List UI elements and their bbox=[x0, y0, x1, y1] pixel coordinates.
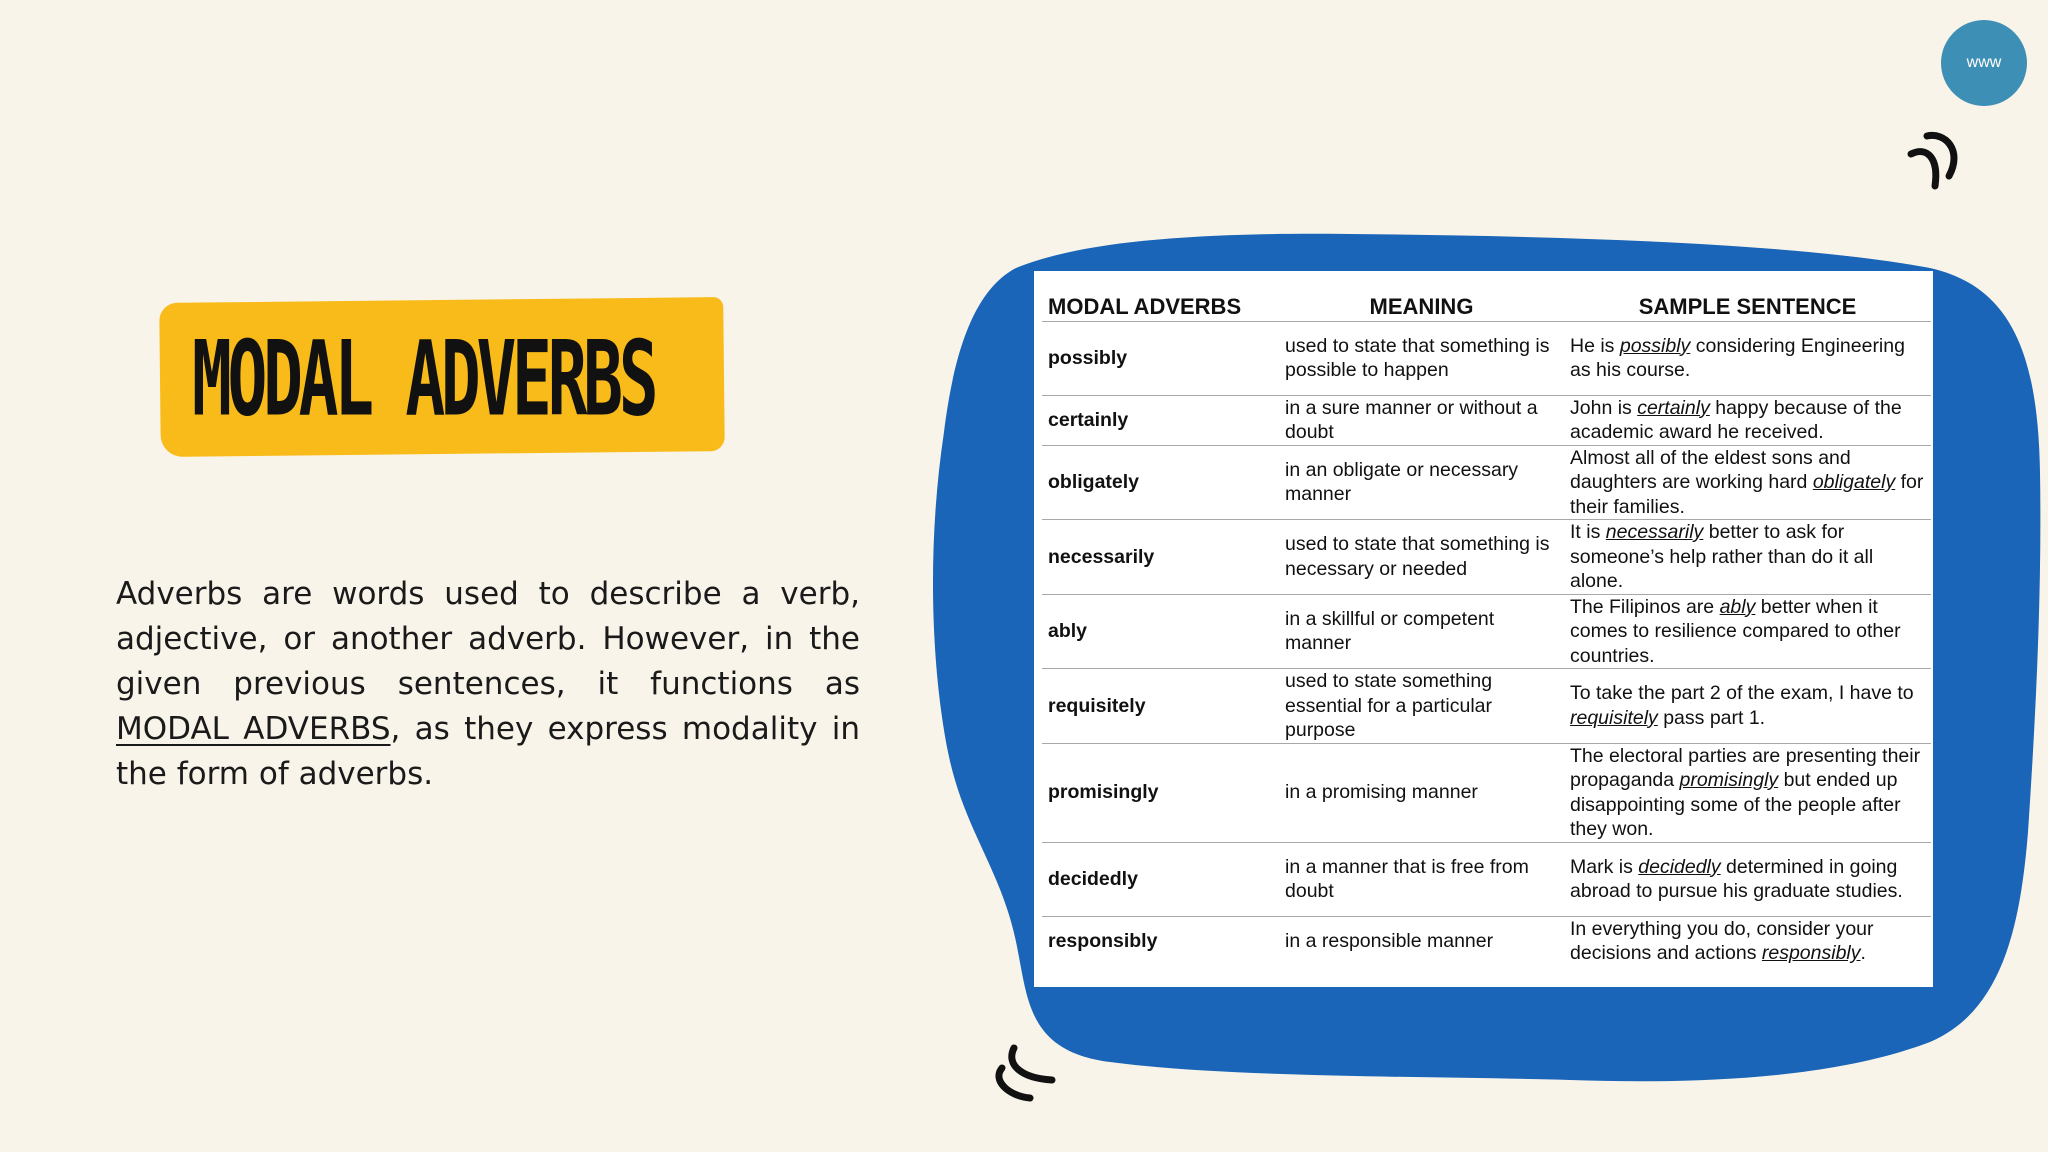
paragraph-part2: , as they express modality in the form of adverbs. bbox=[116, 711, 860, 792]
sentence-after: determined in going abroad to pursue his graduate studies. bbox=[1570, 855, 1903, 902]
sentence-keyword: possibly bbox=[1619, 334, 1691, 357]
sample-sentence-cell bbox=[1564, 743, 1931, 842]
sample-sentence-cell bbox=[1564, 669, 1931, 744]
modal-adverbs-table bbox=[1042, 271, 1931, 966]
sentence-keyword: responsibly bbox=[1761, 942, 1861, 965]
sentence-after: better when it comes to resilience compared to other countries. bbox=[1570, 595, 1901, 667]
sentence-before: To take the part 2 of the exam, I have to bbox=[1570, 682, 1914, 705]
sentence-after: . bbox=[1860, 942, 1866, 965]
sample-sentence-cell bbox=[1564, 520, 1931, 595]
sample-sentence-cell bbox=[1564, 916, 1931, 966]
table-row bbox=[1042, 520, 1931, 595]
table-row bbox=[1042, 395, 1931, 445]
sentence-after: for their families. bbox=[1570, 471, 1924, 518]
adverb-cell: decidedly bbox=[1042, 842, 1279, 916]
table-row bbox=[1042, 743, 1931, 842]
adverb-cell: obligately bbox=[1042, 445, 1279, 520]
sentence-before: John is bbox=[1570, 396, 1638, 419]
header-modal-adverbs: MODAL ADVERBS bbox=[1042, 271, 1279, 321]
sentence-before: He is bbox=[1570, 334, 1620, 357]
adverb-cell: ably bbox=[1042, 594, 1279, 669]
body-paragraph bbox=[116, 572, 860, 797]
sentence-keyword: certainly bbox=[1637, 396, 1710, 419]
table-row bbox=[1042, 916, 1931, 966]
meaning-cell: in a manner that is free from doubt bbox=[1279, 842, 1564, 916]
sentence-after: pass part 1. bbox=[1657, 706, 1766, 729]
sentence-before: The Filipinos are bbox=[1570, 595, 1720, 618]
table-body bbox=[1042, 321, 1931, 966]
sentence-keyword: necessarily bbox=[1605, 521, 1704, 543]
adverb-cell: responsibly bbox=[1048, 930, 1158, 952]
adverb-cell: possibly bbox=[1042, 321, 1279, 395]
meaning-cell: used to state something essential for a particular purpose bbox=[1279, 669, 1564, 744]
table-row bbox=[1042, 445, 1931, 520]
paragraph-part1: Adverbs are words used to describe a verb, adjective, or another adverb. However, in the given previous sentences, it functions as bbox=[116, 576, 860, 702]
sentence-before: Almost all of the eldest sons and daughters are working hard bbox=[1570, 446, 1851, 493]
sentence-before: Mark is bbox=[1570, 855, 1639, 878]
adverb-cell: requisitely bbox=[1042, 669, 1279, 744]
squiggle-bottom-decoration bbox=[990, 1040, 1060, 1102]
www-badge[interactable]: www bbox=[1941, 20, 2027, 106]
sample-sentence-cell bbox=[1564, 445, 1931, 520]
sentence-after: better to ask for someone’s help rather than do it all alone. bbox=[1570, 521, 1874, 592]
meaning-cell: in an obligate or necessary manner bbox=[1279, 445, 1564, 520]
table-header-row bbox=[1042, 271, 1931, 321]
sentence-before: The electoral parties are presenting their propaganda bbox=[1570, 744, 1921, 791]
table-row bbox=[1042, 842, 1931, 916]
sample-sentence-cell bbox=[1564, 842, 1931, 916]
sentence-before: In everything you do, consider your decisions and actions bbox=[1570, 917, 1874, 965]
modal-adverbs-link[interactable]: MODAL ADVERBS bbox=[116, 711, 391, 747]
sample-sentence-cell bbox=[1564, 594, 1931, 669]
sample-sentence-cell bbox=[1564, 395, 1931, 445]
table-row bbox=[1042, 669, 1931, 744]
meaning-cell: in a sure manner or without a doubt bbox=[1279, 395, 1564, 445]
slide-title: MODAL ADVERBS bbox=[192, 319, 655, 440]
meaning-cell: in a promising manner bbox=[1279, 743, 1564, 842]
adverb-cell: certainly bbox=[1042, 395, 1279, 445]
sentence-keyword: decidedly bbox=[1638, 855, 1721, 878]
sentence-after: considering Engineering as his course. bbox=[1570, 334, 1905, 381]
sentence-after: but ended up disappointing some of the people after they won. bbox=[1570, 769, 1901, 840]
adverb-cell: necessarily bbox=[1042, 520, 1279, 595]
sentence-keyword: ably bbox=[1719, 595, 1756, 618]
table-row bbox=[1042, 594, 1931, 669]
meaning-cell: in a skillful or competent manner bbox=[1279, 594, 1564, 669]
table-row bbox=[1042, 321, 1931, 395]
sentence-keyword: requisitely bbox=[1570, 706, 1658, 729]
sample-sentence-cell bbox=[1564, 321, 1931, 395]
modal-adverbs-table-card bbox=[1034, 271, 1933, 987]
header-meaning: MEANING bbox=[1279, 271, 1564, 321]
sentence-keyword: promisingly bbox=[1679, 769, 1779, 791]
meaning-cell: used to state that something is necessary or needed bbox=[1279, 520, 1564, 595]
header-sample-sentence: SAMPLE SENTENCE bbox=[1564, 271, 1931, 321]
sentence-before: It is bbox=[1570, 521, 1606, 543]
sentence-keyword: obligately bbox=[1812, 471, 1896, 493]
squiggle-top-decoration bbox=[1905, 128, 1965, 194]
adverb-cell: promisingly bbox=[1042, 743, 1279, 842]
meaning-cell: in a responsible manner bbox=[1285, 930, 1494, 952]
meaning-cell: used to state that something is possible to happen bbox=[1279, 321, 1564, 395]
sentence-after: happy because of the academic award he received. bbox=[1570, 396, 1902, 443]
